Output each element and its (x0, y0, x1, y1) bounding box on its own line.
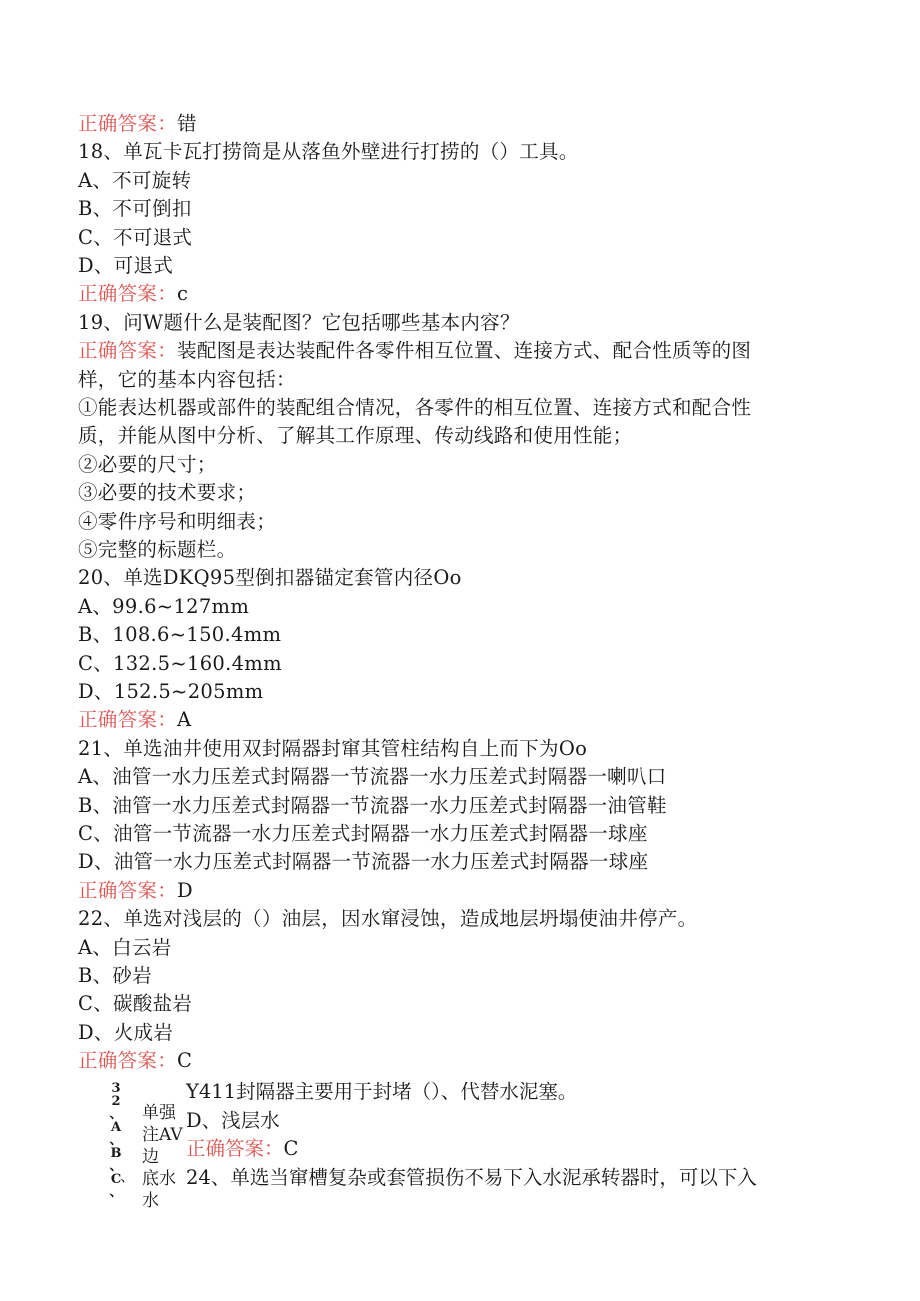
fragment-line-b: D、浅层水 (186, 1109, 280, 1132)
answer-line (78, 337, 751, 365)
text-line: D、可退式 (78, 254, 174, 277)
text-line: B、砂岩 (78, 964, 153, 987)
answer-line (78, 877, 193, 905)
text-line: B、油管一水力压差式封隔器一节流器一水力压差式封隔器一油管鞋 (78, 793, 667, 817)
text-line: D、火成岩 (78, 1020, 174, 1044)
fragment-column-numbers: 3 2 、 A 、 B 、 C 、 (109, 1081, 123, 1200)
text-line: A、白云岩 (78, 935, 172, 959)
text-line: 18、单瓦卡瓦打捞筒是从落鱼外壁进行打捞的（）工具。 (78, 140, 579, 164)
fragment-comma: 、 (120, 1167, 136, 1185)
text-line: A、99.6~127mm (78, 594, 250, 618)
answer-value: C (177, 1049, 193, 1073)
fragment-line-d: 24、单选当窜槽复杂或套管损伤不易下入水泥承转器时，可以下入 (186, 1166, 757, 1189)
answer-label: 正确答案： (78, 282, 178, 306)
text-line: 质，并能从图中分析、了解其工作原理、传动线路和使用性能； (78, 424, 633, 448)
text-line: 22、单选对浅层的（）油层，因水窜浸蚀，造成地层坍塌使油井停产。 (78, 907, 698, 931)
answer-label: 正确答案： (78, 878, 178, 902)
text-line: C、不可退式 (78, 225, 193, 249)
answer-label: 正确答案： (78, 708, 178, 732)
answer-label: 正确答案： (78, 339, 178, 363)
text-line: 21、单选油井使用双封隔器封窜其管柱结构自上而下为Oo (78, 736, 588, 760)
text-line: C、油管一节流器一水力压差式封隔器一水力压差式封隔器一球座 (78, 822, 648, 845)
text-line: ③必要的技术要求； (78, 481, 257, 505)
answer-value: A (177, 708, 192, 732)
answer-value: D (177, 878, 193, 902)
answer-line (78, 280, 188, 308)
answer-line (78, 110, 197, 138)
answer-line (78, 706, 191, 734)
answer-value: 装配图是表达装配件各零件相互位置、连接方式、配合性质等的图 (177, 339, 752, 363)
text-line: C、碳酸盐岩 (78, 992, 193, 1016)
text-line: 19、问W题什么是装配图？它包括哪些基本内容？ (78, 310, 520, 334)
text-line: D、油管一水力压差式封隔器一节流器一水力压差式封隔器一球座 (78, 850, 649, 874)
text-line: B、108.6~150.4mm (78, 623, 282, 647)
text-line: ⑤完整的标题栏。 (78, 538, 237, 561)
text-line: D、152.5~205mm (78, 680, 264, 703)
fragment-line-a: Y411封隔器主要用于封堵（）、代替水泥塞。 (186, 1080, 578, 1103)
text-line: A、不可旋转 (78, 168, 192, 192)
text-line: ④零件序号和明细表； (78, 509, 277, 533)
text-line: C、132.5~160.4mm (78, 651, 282, 675)
text-line: B、不可倒扣 (78, 197, 192, 221)
answer-line (78, 1047, 192, 1075)
text-line: ②必要的尺寸； (78, 452, 217, 476)
fragment-column-words: 单强 注AV 边 底水 水 (142, 1103, 183, 1211)
answer-value: C (283, 1137, 299, 1160)
text-line: A、油管一水力压差式封隔器一节流器一水力压差式封隔器一喇叭口 (78, 765, 667, 789)
text-line: 20、单选DKQ95型倒扣器锚定套管内径Oo (78, 566, 462, 590)
answer-label: 正确答案： (186, 1137, 284, 1160)
text-line: ①能表达机器或部件的装配组合情况，各零件的相互位置、连接方式和配合性 (78, 396, 752, 419)
answer-label: 正确答案： (78, 1049, 178, 1073)
answer-label: 正确答案： (78, 112, 178, 135)
answer-value: 错 (177, 112, 197, 135)
fragment-line-c (186, 1137, 298, 1161)
answer-value: c (177, 282, 189, 306)
text-line: 样，它的基本内容包括： (78, 367, 296, 391)
